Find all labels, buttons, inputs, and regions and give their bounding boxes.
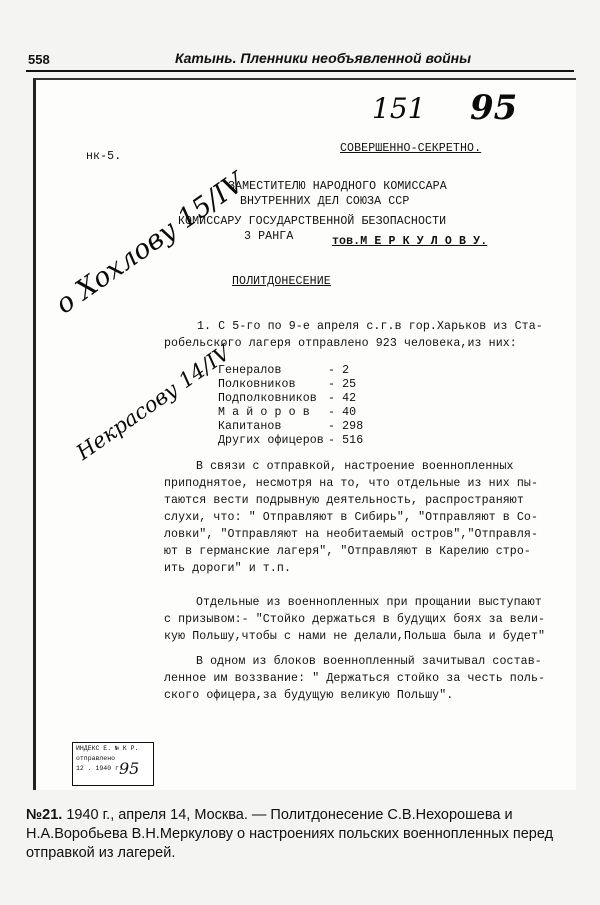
handwritten-number-left: 151	[372, 92, 426, 125]
para3-line: с призывом:- "Стойко держаться в будущих боях за вели-	[164, 613, 546, 626]
addressee-line-1: ЗАМЕСТИТЕЛЮ НАРОДНОГО КОМИССАРА	[228, 180, 447, 193]
para1-line-1: 1. С 5-го по 9-е апреля с.г.в гор.Харьков из Ста-	[197, 320, 543, 333]
para2-line: таются вести подрывную деятельность, распространяют	[164, 494, 524, 507]
stamp-value: 95	[119, 759, 140, 778]
caption-text: 1940 г., апреля 14, Москва. — Политдонесение С.В.Нехорошева и Н.А.Воробьева В.Н.Меркулову о настроениях польских военнопленных перед отправкой из лагерей.	[26, 807, 554, 861]
document-title: ПОЛИТДОНЕСЕНИЕ	[232, 275, 331, 288]
classification: СОВЕРШЕННО-СЕКРЕТНО.	[340, 142, 482, 155]
caption-number: №21.	[26, 807, 63, 823]
rank-count: - 42	[328, 392, 357, 405]
rank-row: Капитанов	[218, 420, 282, 433]
rank-row: М а й о р о в	[218, 406, 310, 419]
rank-count: - 298	[328, 420, 364, 433]
para4-line: ского офицера,за будущую великую Польшу".	[164, 689, 454, 702]
page-number: 558	[28, 52, 50, 67]
addressee-line-3: КОМИССАРУ ГОСУДАРСТВЕННОЙ БЕЗОПАСНОСТИ	[178, 215, 447, 228]
rank-row: Подполковников	[218, 392, 317, 405]
para2-line: слухи, что: " Отправляют в Сибирь", "Отправляют в Со-	[164, 511, 539, 524]
rank-row: Других офицеров	[218, 434, 324, 447]
rank-count: - 25	[328, 378, 357, 391]
rank-row: Полковников	[218, 378, 296, 391]
para3-line: Отдельные из военнопленных при прощании выступают	[196, 596, 542, 609]
para2-line: ют в германские лагеря", "Отправляют в Карелию стро-	[164, 545, 531, 558]
rank-count: - 2	[328, 364, 350, 377]
handwritten-number-right: 95	[470, 88, 518, 128]
document-caption	[26, 806, 574, 863]
para2-line: ловки", "Отправляют на необитаемый остров","Отправля-	[164, 528, 539, 541]
book-title: Катынь. Пленники необъявленной войны	[175, 50, 472, 66]
rank-count: - 516	[328, 434, 364, 447]
addressee-line-2: ВНУТРЕННИХ ДЕЛ СОЮЗА ССР	[240, 195, 410, 208]
addressee-line-4: 3 РАНГА	[244, 230, 294, 243]
para1-line-2: робельского лагеря отправлено 923 человека,из них:	[164, 337, 517, 350]
rank-row: Генералов	[218, 364, 282, 377]
para3-line: кую Польшу,чтобы с нами не делали,Польша была и будет"	[164, 630, 546, 643]
para4-line: В одном из блоков военнопленный зачитывал состав-	[196, 655, 542, 668]
para2-line: приподнятое, несмотря на то, что отдельные из них пы-	[164, 477, 539, 490]
addressee-name: тов.М Е Р К У Л О В У.	[332, 235, 488, 248]
para2-line: ить дороги" и т.п.	[164, 562, 292, 575]
margin-note-resolution: о Хохлову 15/IV	[50, 167, 251, 321]
header-rule	[26, 70, 574, 72]
margin-note-signature: Некрасову 14/IV	[72, 340, 235, 465]
para2-line: В связи с отправкой, настроение военнопленных	[196, 460, 514, 473]
doc-ref: нк-5.	[86, 150, 122, 163]
registration-stamp: ИНДЕКС Е. № К Р. отправлено 12 . 1940 г. 95	[72, 742, 154, 786]
rank-count: - 40	[328, 406, 357, 419]
para4-line: ленное им воззвание: " Держаться стойко за честь поль-	[164, 672, 546, 685]
